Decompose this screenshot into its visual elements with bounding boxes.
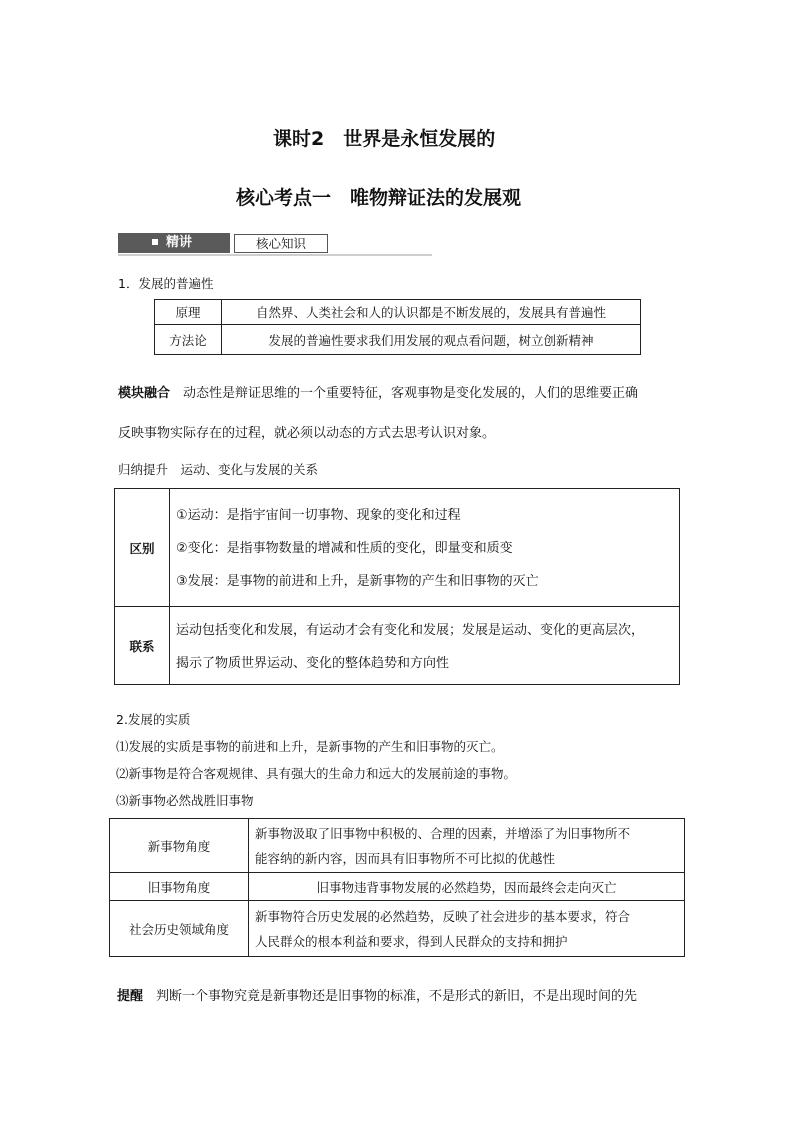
sec2-heading: 2.发展的实质: [116, 712, 191, 727]
table-row: [110, 873, 685, 901]
diff-item: ②变化：是指事物数量的增减和性质的变化，即量变和质变: [176, 541, 513, 556]
row-label: 原理: [155, 300, 222, 325]
new-things-table: [109, 818, 685, 957]
table-row: [115, 489, 680, 607]
table-row: [115, 607, 680, 685]
sec2-point: ⑴发展的实质是事物的前进和上升，是新事物的产生和旧事物的灭亡。: [116, 739, 504, 754]
summary-tag: 归纳提升: [118, 462, 169, 477]
link-line: 运动包括变化和发展，有运动才会有变化和发展；发展是运动、变化的更高层次，: [176, 622, 645, 638]
link-cell: [170, 607, 680, 685]
sec1-heading: 1．发展的普遍性: [118, 276, 214, 291]
row-label: 社会历史领域角度: [110, 901, 249, 957]
row-text: [249, 901, 685, 957]
sec2-point: ⑵新事物是符合客观规律、具有强大的生命力和远大的发展前途的事物。: [116, 766, 517, 781]
module-tag: 模块融合: [118, 386, 171, 401]
diff-label: 区别: [115, 489, 170, 607]
row-line: 人民群众的根本利益和要求，得到人民群众的支持和拥护: [255, 933, 568, 949]
lesson-title: 课时2 世界是永恒发展的: [273, 128, 496, 150]
table-row: [110, 819, 685, 873]
row-label: 旧事物角度: [110, 873, 249, 901]
universality-table: [154, 299, 641, 355]
diff-item: ③发展：是事物的前进和上升，是新事物的产生和旧事物的灭亡: [176, 574, 539, 589]
banner-main: [118, 233, 230, 253]
row-text: [249, 819, 685, 873]
diff-item: ①运动：是指宇宙间一切事物、现象的变化和过程: [176, 508, 461, 523]
row-line: 新事物汲取了旧事物中积极的、合理的因素，并增添了为旧事物所不: [255, 825, 631, 841]
relation-table: [114, 488, 680, 685]
table-row: [155, 300, 641, 325]
table-row: [155, 325, 641, 355]
row-text: 自然界、人类社会和人的认识都是不断发展的，发展具有普遍性: [222, 300, 641, 325]
module-line1: [118, 385, 638, 403]
banner-main-label: 精讲: [166, 235, 193, 250]
diff-cell: [170, 489, 680, 607]
banner-divider: [118, 254, 432, 256]
reminder-tag: 提醒: [117, 989, 144, 1004]
table-row: [110, 901, 685, 957]
link-line: 揭示了物质世界运动、变化的整体趋势和方向性: [176, 655, 450, 671]
summary-title: 运动、变化与发展的关系: [180, 462, 319, 477]
section-title: 核心考点一 唯物辩证法的发展观: [236, 187, 522, 209]
banner-sub: 核心知识: [234, 234, 328, 253]
reminder-text: 判断一个事物究竟是新事物还是旧事物的标准，不是形式的新旧，不是出现时间的先: [156, 989, 638, 1004]
row-line: 新事物符合历史发展的必然趋势，反映了社会进步的基本要求，符合: [255, 908, 631, 924]
module-text1: 动态性是辩证思维的一个重要特征，客观事物是变化发展的，人们的思维要正确: [183, 386, 639, 401]
module-line2: 反映事物实际存在的过程，就必须以动态的方式去思考认识对象。: [118, 426, 496, 441]
row-text: 发展的普遍性要求我们用发展的观点看问题，树立创新精神: [222, 325, 641, 355]
row-line: 能容纳的新内容，因而具有旧事物所不可比拟的优越性: [255, 850, 556, 866]
link-label: 联系: [115, 607, 170, 685]
reminder: [117, 988, 637, 1006]
row-text: 旧事物违背事物发展的必然趋势，因而最终会走向灭亡: [249, 873, 685, 901]
row-label: 新事物角度: [110, 819, 249, 873]
row-label: 方法论: [155, 325, 222, 355]
square-bullet-icon: [152, 239, 158, 245]
sec2-point: ⑶新事物必然战胜旧事物: [116, 793, 254, 808]
summary-heading: [118, 461, 318, 479]
